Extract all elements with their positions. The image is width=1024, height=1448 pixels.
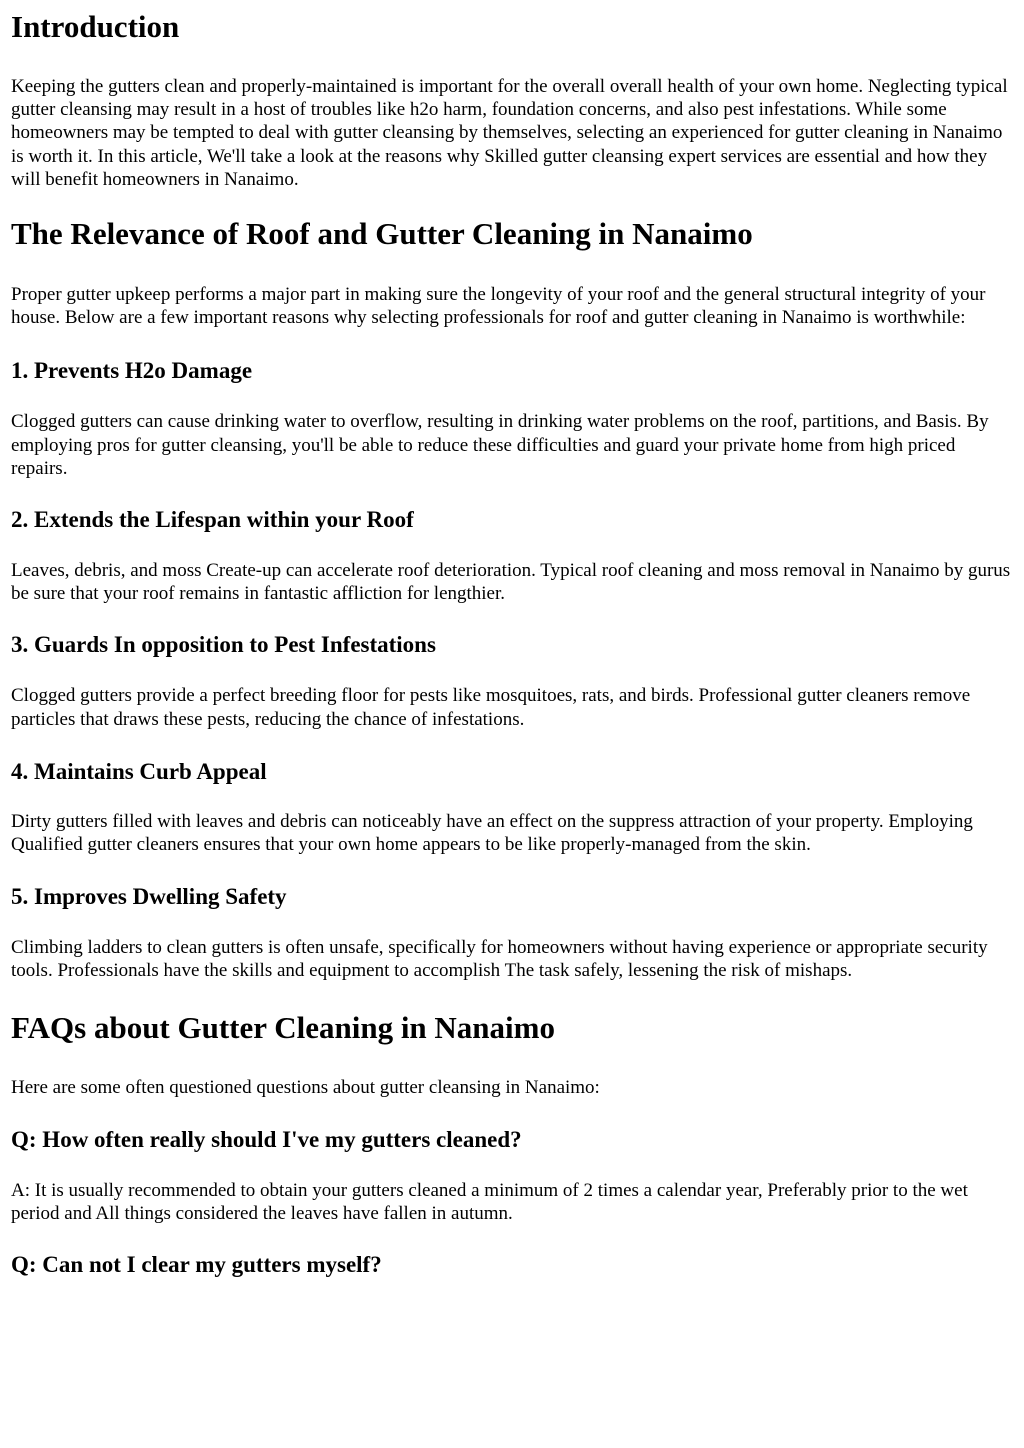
relevance-paragraph: Proper gutter upkeep performs a major part in making sure the longevity of your roof and the general structural integrity of your house. Below are a few important reasons why selecting professionals for roof and gutter cleaning in Nanaimo is worthwhile: (11, 284, 986, 329)
faq-heading: FAQs about Gutter Cleaning in Nanaimo (11, 1009, 555, 1045)
intro-paragraph: Keeping the gutters clean and properly-maintained is important for the overall overall health of your own home. Neglecting typical gutter cleansing may result in a host of troubles like h2o harm, foundation concerns, and also pest infestations. While some homeowners may be tempted to deal with gutter cleansing by themselves, selecting an experienced for gutter cleaning in Nanaimo is worth it. In this article, We'll take a look at the reasons why Skilled gutter cleansing expert services are essential and how they will benefit homeowners in Nanaimo. (11, 76, 1008, 190)
faq-question: Q: How often really should I've my gutters cleaned? (11, 1126, 522, 1152)
reason-heading-pest-infestations: 3. Guards In opposition to Pest Infestations (11, 632, 436, 658)
reason-paragraph-pest-infestations: Clogged gutters provide a perfect breeding floor for pests like mosquitoes, rats, and birds. Professional gutter cleaners remove particles that draws these pests, reducing the chance of infestations. (11, 685, 971, 730)
intro-heading: Introduction (11, 9, 180, 44)
relevance-heading: The Relevance of Roof and Gutter Cleaning in Nanaimo (11, 216, 753, 252)
reason-heading-curb-appeal: 4. Maintains Curb Appeal (11, 758, 267, 784)
faq-question: Q: Can not I clear my gutters myself? (11, 1252, 382, 1278)
reason-paragraph-dwelling-safety: Climbing ladders to clean gutters is often unsafe, specifically for homeowners without having experience or appropriate security tools. Professionals have the skills and equipment to accomplish The task safely, lessening the risk of mishaps. (11, 937, 988, 982)
reason-heading-dwelling-safety: 5. Improves Dwelling Safety (11, 884, 287, 910)
reason-paragraph-extends-roof-lifespan: Leaves, debris, and moss Create-up can accelerate roof deterioration. Typical roof cleaning and moss removal in Nanaimo by gurus be sure that your roof remains in fantastic affliction for lengthier. (11, 560, 1011, 605)
faq-intro-paragraph: Here are some often questioned questions about gutter cleansing in Nanaimo: (11, 1076, 600, 1098)
reason-heading-prevents-water-damage: 1. Prevents H2o Damage (11, 358, 253, 384)
faq-answer: A: It is usually recommended to obtain your gutters cleaned a minimum of 2 times a calendar year, Preferably prior to the wet period and All things considered the leaves have fallen in autumn. (11, 1179, 968, 1225)
reason-paragraph-curb-appeal: Dirty gutters filled with leaves and debris can noticeably have an effect on the suppress attraction of your property. Employing Qualified gutter cleaners ensures that your own home appears to be like properly-managed from the skin. (11, 810, 973, 856)
reason-heading-extends-roof-lifespan: 2. Extends the Lifespan within your Roof (11, 507, 414, 533)
reason-paragraph-prevents-water-damage: Clogged gutters can cause drinking water to overflow, resulting in drinking water problems on the roof, partitions, and Basis. By employing pros for gutter cleansing, you'll be able to reduce these difficulties and guard your private home from high priced repairs. (11, 411, 989, 479)
